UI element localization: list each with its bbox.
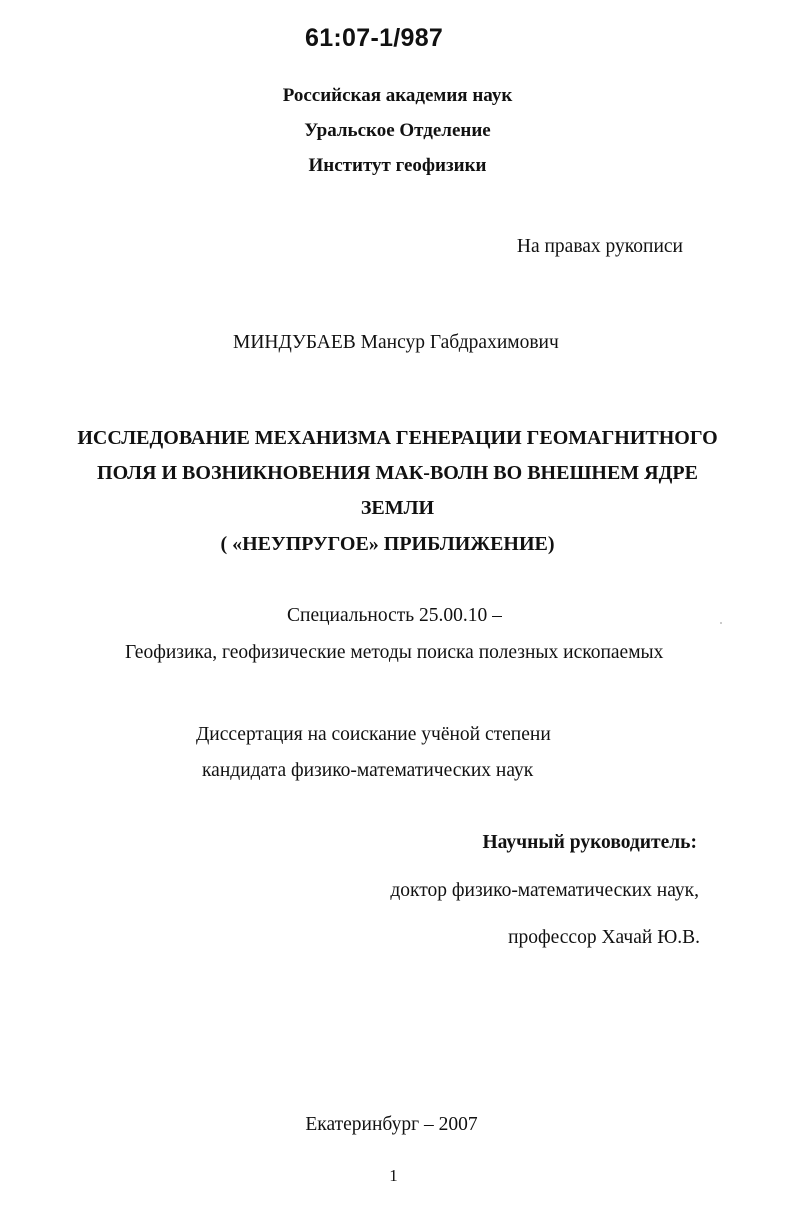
- manuscript-note: На правах рукописи: [516, 236, 683, 257]
- specialty-code: Специальность 25.00.10 –: [287, 605, 502, 626]
- supervisor-label: Научный руководитель:: [482, 832, 697, 853]
- author-name: МИНДУБАЕВ Мансур Габдрахимович: [233, 332, 559, 353]
- institution-institute: Институт геофизики: [308, 155, 487, 176]
- supervisor-degree: доктор физико-математических наук,: [390, 880, 699, 901]
- thesis-title-line-2: ПОЛЯ И ВОЗНИКНОВЕНИЯ МАК-ВОЛН ВО ВНЕШНЕМ ЯДРЕ: [97, 462, 698, 484]
- page-number: 1: [389, 1166, 398, 1185]
- specialty-name: Геофизика, геофизические методы поиска полезных ископаемых: [125, 642, 664, 663]
- city-year: Екатеринбург – 2007: [305, 1114, 478, 1135]
- degree-line-1: Диссертация на соискание учёной степени: [196, 724, 551, 745]
- institution-academy: Российская академия наук: [282, 85, 513, 106]
- thesis-title-line-4: ( «НЕУПРУГОЕ» ПРИБЛИЖЕНИЕ): [220, 533, 555, 555]
- registry-code: 61:07-1/987: [305, 24, 444, 52]
- institution-branch: Уральское Отделение: [304, 120, 491, 141]
- degree-line-2: кандидата физико-математических наук: [202, 760, 534, 781]
- scan-speck: [720, 622, 722, 624]
- thesis-title-line-3: ЗЕМЛИ: [360, 497, 435, 519]
- supervisor-name: профессор Хачай Ю.В.: [508, 927, 700, 948]
- thesis-title-line-1: ИССЛЕДОВАНИЕ МЕХАНИЗМА ГЕНЕРАЦИИ ГЕОМАГНИТНОГО: [77, 427, 718, 449]
